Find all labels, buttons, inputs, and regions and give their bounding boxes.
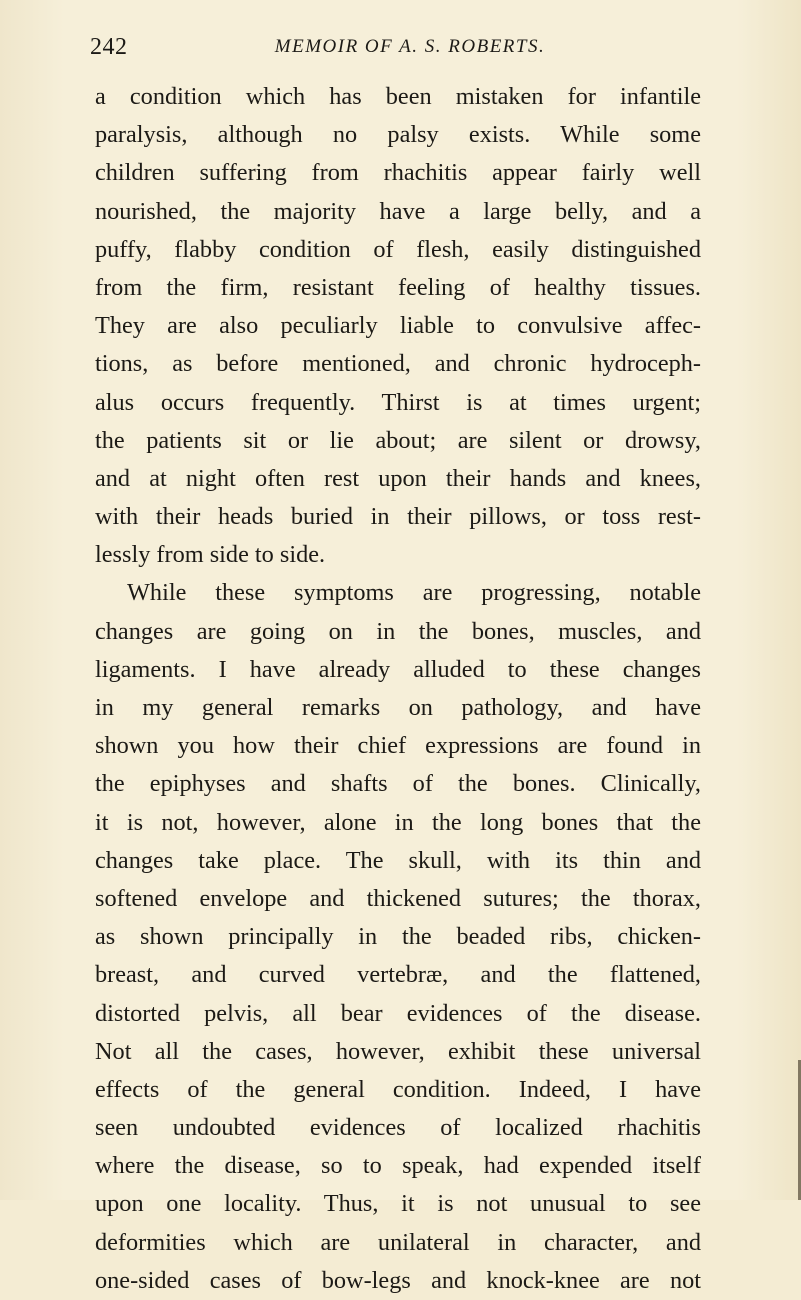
text-line: from the firm, resistant feeling of healthy tissues.	[95, 273, 701, 301]
text-line: the epiphyses and shafts of the bones. Clinically,	[95, 770, 701, 798]
text-line: They are also peculiarly liable to convulsive affec-	[95, 312, 701, 340]
text-line: changes are going on in the bones, muscles, and	[95, 617, 701, 645]
running-head	[90, 34, 700, 64]
text-line: puffy, flabby condition of flesh, easily distinguished	[95, 235, 701, 263]
text-line: and at night often rest upon their hands and knees,	[95, 464, 701, 492]
text-line: changes take place. The skull, with its thin and	[95, 846, 701, 874]
text-line: nourished, the majority have a large belly, and a	[95, 197, 701, 225]
running-title: MEMOIR OF A. S. ROBERTS.	[274, 36, 546, 57]
text-line: with their heads buried in their pillows, or toss rest-	[95, 503, 701, 531]
text-line: effects of the general condition. Indeed, I have	[95, 1075, 701, 1103]
text-line: one-sided cases of bow-legs and knock-knee are not	[95, 1266, 701, 1294]
text-line: a condition which has been mistaken for infantile	[95, 83, 701, 110]
text-line: alus occurs frequently. Thirst is at times urgent;	[95, 388, 701, 416]
text-line: the patients sit or lie about; are silent or drowsy,	[95, 426, 701, 454]
text-line: seen undoubted evidences of localized rhachitis	[95, 1114, 701, 1142]
text-line: in my general remarks on pathology, and have	[95, 694, 701, 721]
text-line: as shown principally in the beaded ribs, chicken-	[95, 923, 701, 951]
text-line: distorted pelvis, all bear evidences of the disease.	[95, 999, 701, 1027]
text-line: breast, and curved vertebræ, and the flattened,	[95, 961, 701, 989]
text-line: children suffering from rhachitis appear fairly well	[95, 159, 701, 187]
text-line: ligaments. I have already alluded to these changes	[95, 655, 701, 683]
text-line: where the disease, so to speak, had expended itself	[95, 1152, 701, 1180]
text-line: softened envelope and thickened sutures; the thorax,	[95, 884, 701, 912]
body-text	[95, 78, 701, 1300]
text-line: shown you how their chief expressions are found in	[95, 732, 701, 760]
text-line: it is not, however, alone in the long bones that the	[95, 808, 701, 836]
text-line: tions, as before mentioned, and chronic hydroceph-	[95, 350, 701, 378]
page-number: 242	[90, 34, 128, 60]
text-line: lessly from side to side.	[95, 541, 326, 569]
text-line: Not all the cases, however, exhibit these universal	[95, 1037, 701, 1065]
text-line: deformities which are unilateral in character, and	[95, 1228, 701, 1256]
text-line: paralysis, although no palsy exists. While some	[95, 121, 701, 149]
text-line: While these symptoms are progressing, notable	[127, 579, 701, 607]
text-line: upon one locality. Thus, it is not unusual to see	[95, 1190, 701, 1218]
